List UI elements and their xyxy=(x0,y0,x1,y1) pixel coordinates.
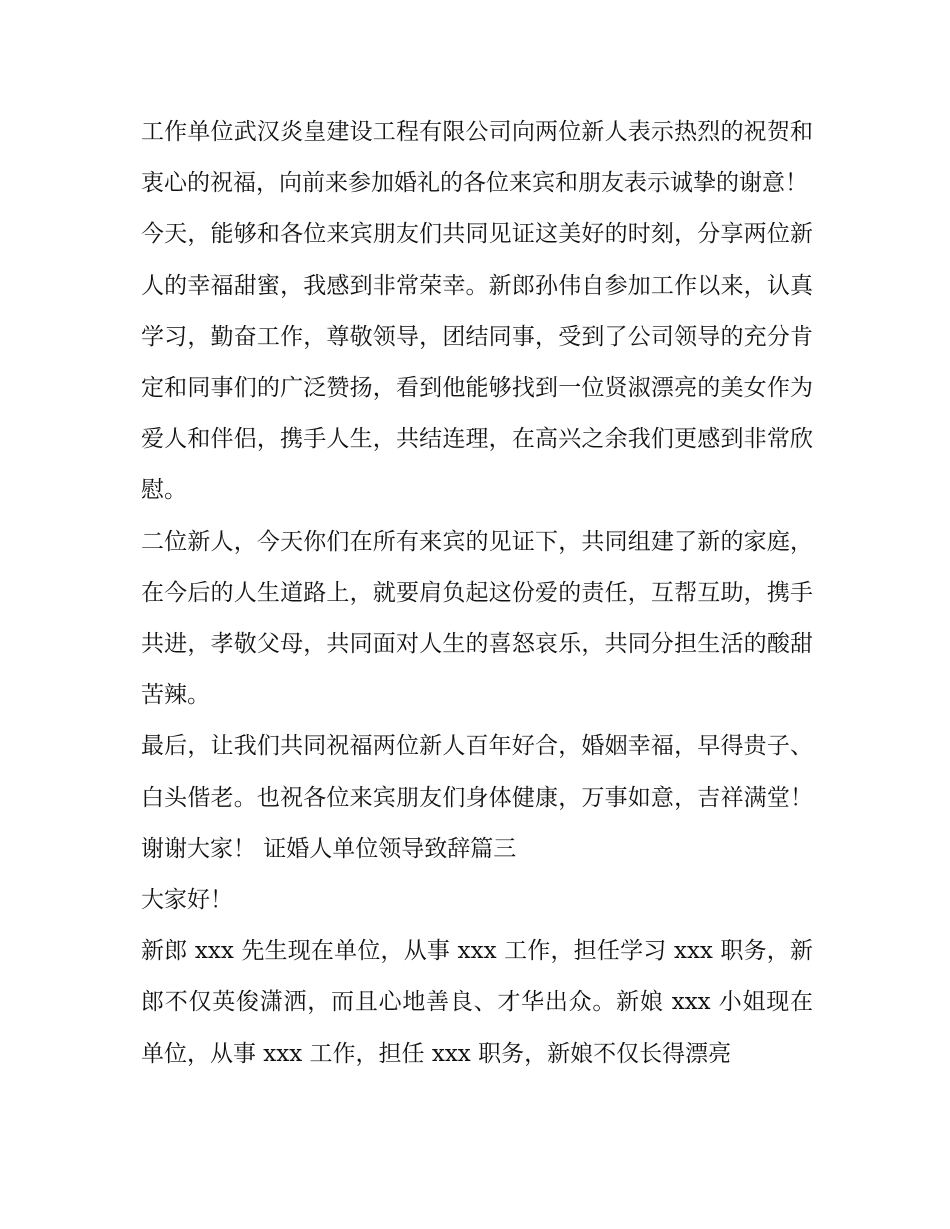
paragraph-new-family: 二位新人，今天你们在所有来宾的见证下，共同组建了新的家庭，在今后的人生道路上，就要肩负起这份爱的责任，互帮互助，携手共进，孝敬父母，共同面对人生的喜怒哀乐，共同分担生活的酸甜苦辣。 xyxy=(141,528,813,709)
paragraph-witness: 今天，能够和各位来宾朋友们共同见证这美好的时刻，分享两位新人的幸福甜蜜，我感到非常荣幸。新郎孙伟自参加工作以来，认真学习，勤奋工作，尊敬领导，团结同事，受到了公司领导的充分肯定和同事们的广泛赞扬，看到他能够找到一位贤淑漂亮的美女作为爱人和伴侣，携手人生，共结连理，在高兴之余我们更感到非常欣慰。 xyxy=(141,221,813,504)
paragraph-introduction: 新郎 xxx 先生现在单位，从事 xxx 工作，担任学习 xxx 职务，新郎不仅英俊潇洒，而且心地善良、才华出众。新娘 xxx 小姐现在单位，从事 xxx 工作，担任 xxx 职务，新娘不仅长得漂亮 xyxy=(141,938,813,1067)
paragraph-congratulations: 工作单位武汉炎皇建设工程有限公司向两位新人表示热烈的祝贺和衷心的祝福，向前来参加婚礼的各位来宾和朋友表示诚挚的谢意！ xyxy=(141,119,813,197)
paragraph-closing-blessing: 最后，让我们共同祝福两位新人百年好合，婚姻幸福，早得贵子、白头偕老。也祝各位来宾朋友们身体健康，万事如意，吉祥满堂！谢谢大家！ 证婚人单位领导致辞篇三 xyxy=(141,733,813,862)
paragraph-greeting: 大家好！ xyxy=(141,887,233,914)
document-body xyxy=(141,107,813,1080)
